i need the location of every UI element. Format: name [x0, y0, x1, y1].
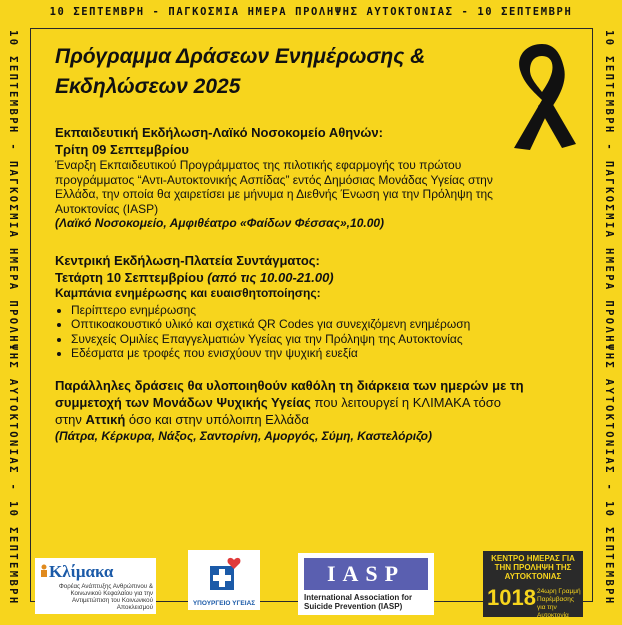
event-2-time: (από τις 10.00-21.00)	[207, 269, 334, 285]
event-1-heading: Εκπαιδευτική Εκδήλωση-Λαϊκό Νοσοκομείο Αθηνών:	[55, 125, 383, 140]
prevention-center-logo	[483, 551, 583, 617]
center-title: ΚΕΝΤΡΟ ΗΜΕΡΑΣ ΓΙΑ ΤΗΝ ΠΡΟΛΗΨΗ ΤΗΣ ΑΥΤΟΚΤΟΝΙΑΣ	[491, 554, 575, 581]
list-item: • Εδέσματα με τροφές που ενισχύουν την ψυχική ευεξία	[71, 346, 530, 361]
center-number: 1018	[487, 585, 536, 610]
iasp-logo	[298, 553, 434, 615]
border-text-top: 10 ΣΕΠΤΕΜΒΡΗ - ΠΑΓΚΟΣΜΙΑ ΗΜΕΡΑ ΠΡΟΛΗΨΗΣ ΑΥΤΟΚΤΟΝΙΑΣ - 10 ΣΕΠΤΕΜΒΡΗ	[49, 6, 573, 18]
event-2	[55, 252, 530, 361]
parallel-normal-1: που λειτουργεί η ΚΛΙΜΑΚΑ τόσο στην	[55, 394, 502, 427]
center-small: 24ωρη Γραμμή Παρέμβασης για την Αυτοκτονία	[537, 588, 581, 619]
iasp-acronym: IASP	[326, 561, 406, 586]
klimaka-name: Κλίμακα	[49, 562, 114, 581]
parallel-bold: Παράλληλες δράσεις θα υλοποιηθούν καθόλη τη διάρκεια των ημερών με τη συμμετοχή των Μονάδων Ψυχικής Υγείας	[55, 377, 524, 410]
event-1-location: (Λαϊκό Νοσοκομείο, Αμφιθέατρο «Φαίδων Φέσσας»,10.00)	[55, 216, 385, 230]
parallel-text	[55, 377, 530, 428]
iasp-name: International Association for Suicide Prevention (IASP)	[304, 593, 413, 611]
ministry-logo	[188, 550, 260, 610]
event-1	[55, 124, 530, 231]
medical-cross-heart-icon	[204, 554, 244, 594]
klimaka-logo	[35, 558, 156, 614]
parallel-places: (Πάτρα, Κέρκυρα, Νάξος, Σαντορίνη, Αμοργός, Σύμη, Καστελόριζο)	[55, 428, 432, 443]
event-2-list	[55, 303, 530, 361]
list-item: • Οπτικοακουστικό υλικό και σχετικά QR Codes για συνεχιζόμενη ενημέρωση	[71, 317, 530, 332]
title-line-2: Εκδηλώσεων 2025	[55, 75, 241, 98]
title-line-1: Πρόγραμμα Δράσεων Ενημέρωσης &	[55, 45, 426, 68]
event-1-date: Τρίτη 09 Σεπτεμβρίου	[55, 142, 189, 157]
page-title	[55, 42, 485, 102]
event-2-date: Τετάρτη 10 Σεπτεμβρίου	[55, 269, 204, 285]
parallel-actions	[55, 377, 530, 444]
ministry-caption: ΥΠΟΥΡΓΕΙΟ ΥΓΕΙΑΣ	[192, 600, 256, 607]
list-item: • Περίπτερο ενημέρωσης	[71, 303, 530, 318]
border-text-left: 10 ΣΕΠΤΕΜΒΡΗ - ΠΑΓΚΟΣΜΙΑ ΗΜΕΡΑ ΠΡΟΛΗΨΗΣ ΑΥΤΟΚΤΟΝΙΑΣ - 10 ΣΕΠΤΕΜΒΡΗ	[7, 30, 19, 606]
logo-strip	[30, 540, 593, 620]
event-2-subheading: Καμπάνια ενημέρωσης και ευαισθητοποίησης:	[55, 285, 321, 300]
list-item: • Συνεχείς Ομιλίες Επαγγελματιών Υγείας για την Πρόληψη της Αυτοκτονίας	[71, 332, 530, 347]
event-1-description: Έναρξη Εκπαιδευτικού Προγράμματος της πιλοτικής εφαρμογής του πρώτου προγράμματος “Αντι-Αυτοκτονικής Ασπίδας” εντός Δημόσιας Μονάδας Υγείας στην Ελλάδα, την οποία θα χαιρετίσει με μήνυμα η Διεθνής Ένωση για την Πρόληψη της Αυτοκτονίας (IASP)	[55, 158, 493, 216]
border-text-right: 10 ΣΕΠΤΕΜΒΡΗ - ΠΑΓΚΟΣΜΙΑ ΗΜΕΡΑ ΠΡΟΛΗΨΗΣ ΑΥΤΟΚΤΟΝΙΑΣ - 10 ΣΕΠΤΕΜΒΡΗ	[603, 30, 615, 606]
parallel-bold-2: Αττική	[85, 411, 126, 427]
event-2-date-line	[55, 269, 530, 286]
event-2-heading: Κεντρική Εκδήλωση-Πλατεία Συντάγματος:	[55, 252, 320, 268]
content	[55, 124, 530, 444]
parallel-normal-2: όσο και στην υπόλοιπη Ελλάδα	[125, 411, 309, 427]
klimaka-tagline: Φορέας Ανάπτυξης Ανθρώπινου & Κοινωνικού Κεφαλαίου για την Αντιμετώπιση του Κοινωνικού Αποκλεισμού	[58, 583, 153, 611]
